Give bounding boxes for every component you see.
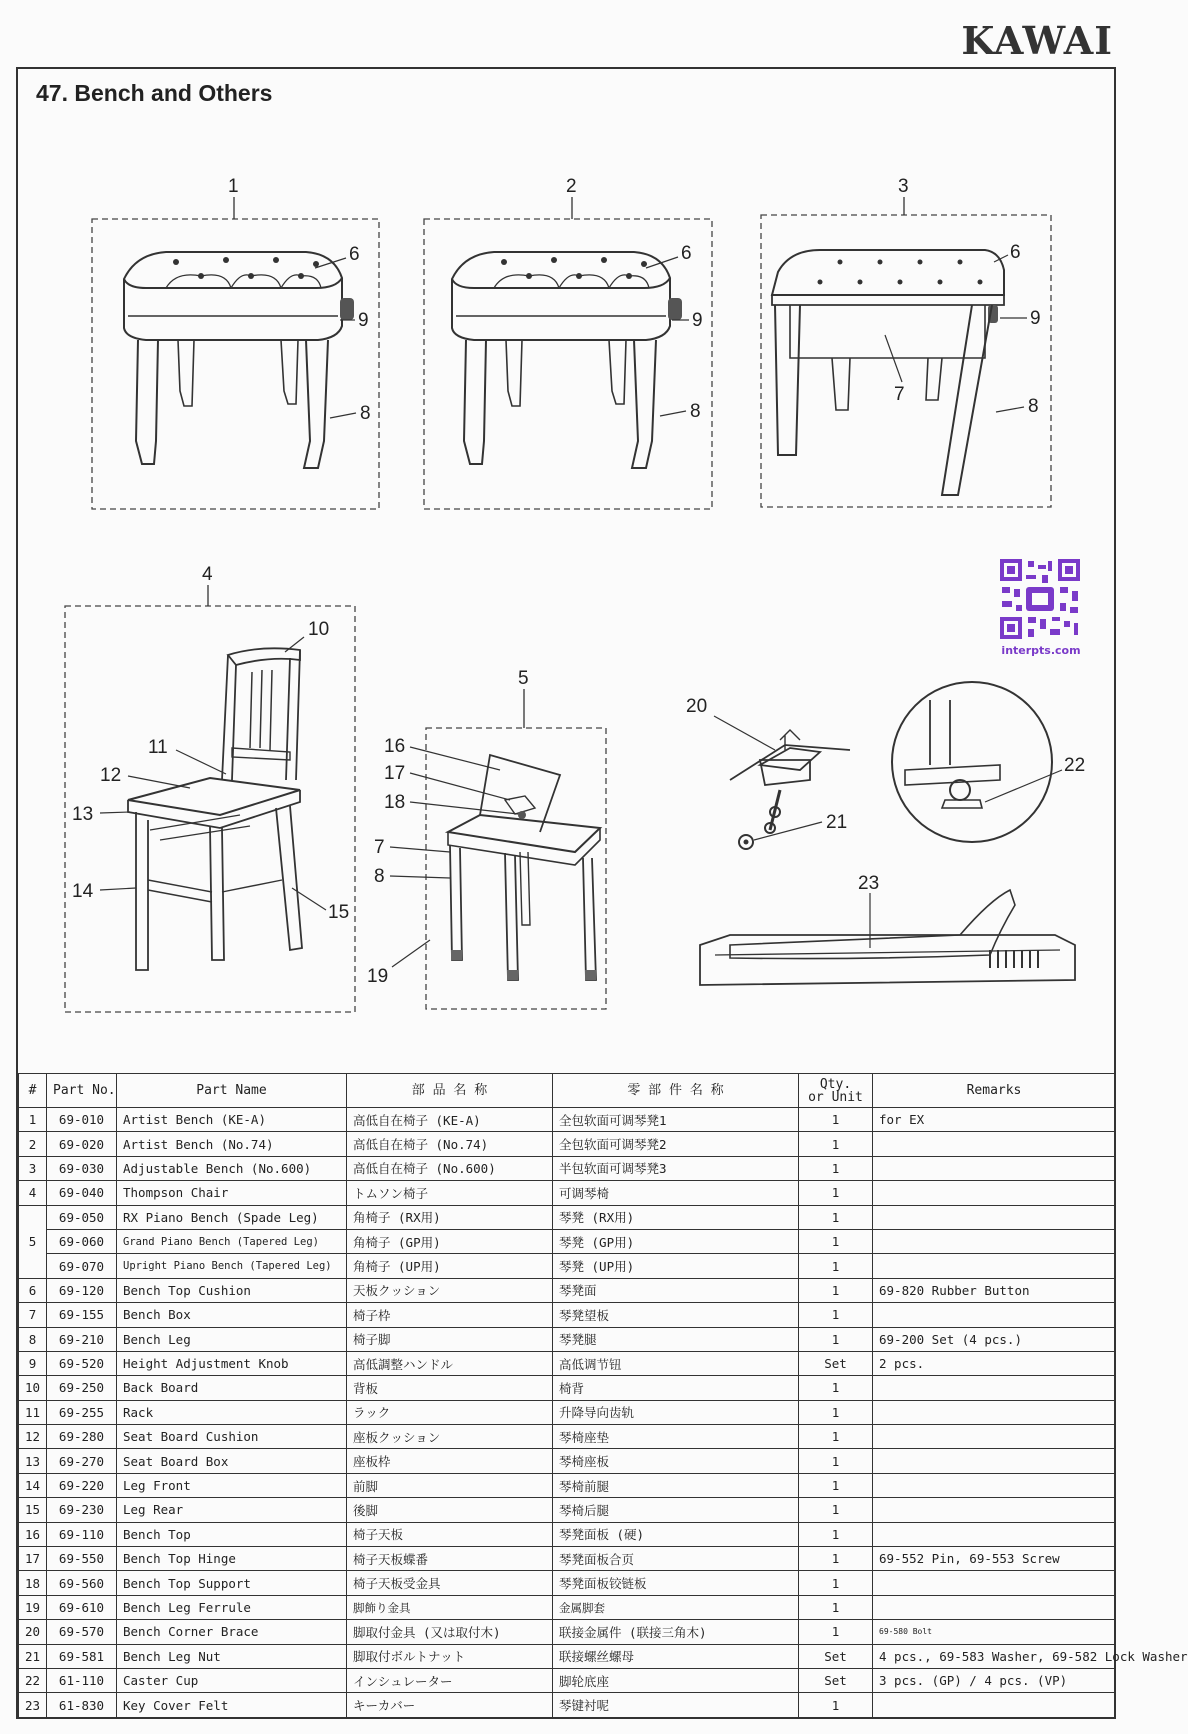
- table-row: [19, 1303, 1116, 1327]
- callout-9c: 9: [1030, 308, 1041, 329]
- row-cn-name: 全包软面可调琴凳2: [553, 1132, 799, 1156]
- row-jp-name: キーカバー: [347, 1693, 553, 1717]
- header-jp-name: 部 品 名 称: [347, 1074, 553, 1108]
- brand-logo: KAWAI: [961, 18, 1113, 63]
- row-cn-name: 椅背: [553, 1376, 799, 1400]
- row-qty: 1: [799, 1303, 873, 1327]
- row-num: 13: [19, 1449, 47, 1473]
- table-row: [19, 1400, 1116, 1424]
- qr-code-icon: [998, 557, 1082, 641]
- callout-17: 17: [384, 763, 406, 784]
- row-remarks: [873, 1254, 1116, 1278]
- table-row: [19, 1425, 1116, 1449]
- callout-1: 1: [228, 176, 239, 197]
- row-jp-name: 椅子脚: [347, 1327, 553, 1351]
- row-remarks: [873, 1156, 1116, 1180]
- row-remarks: 4 pcs., 69-583 Washer, 69-582 Lock Washer: [873, 1644, 1116, 1668]
- table-row: [19, 1644, 1116, 1668]
- section-title: 47. Bench and Others: [36, 80, 273, 106]
- callout-8c: 8: [1028, 396, 1039, 417]
- row-jp-name: トムソン椅子: [347, 1181, 553, 1205]
- callout-18: 18: [384, 792, 406, 813]
- row-jp-name: 角椅子 (RX用): [347, 1205, 553, 1229]
- row-qty: 1: [799, 1449, 873, 1473]
- row-part-name: Bench Leg: [117, 1327, 347, 1351]
- row-qty: Set: [799, 1668, 873, 1692]
- row-jp-name: 脚取付ボルトナット: [347, 1644, 553, 1668]
- row-qty: 1: [799, 1425, 873, 1449]
- table-row: [19, 1449, 1116, 1473]
- table-row: [19, 1376, 1116, 1400]
- callout-22: 22: [1064, 755, 1086, 776]
- row-part-name: Bench Top Hinge: [117, 1547, 347, 1571]
- row-cn-name: 琴凳面: [553, 1278, 799, 1302]
- header-qty-line1: Qty.: [819, 1076, 852, 1092]
- table-row: [19, 1278, 1116, 1302]
- row-qty: Set: [799, 1644, 873, 1668]
- row-part-name: Back Board: [117, 1376, 347, 1400]
- row-part-no: 69-110: [47, 1522, 117, 1546]
- row-qty: 1: [799, 1620, 873, 1644]
- callout-6a: 6: [349, 244, 360, 265]
- callout-6b: 6: [681, 243, 692, 264]
- row-cn-name: 琴凳 (GP用): [553, 1229, 799, 1253]
- row-num: 10: [19, 1376, 47, 1400]
- row-num: 15: [19, 1498, 47, 1522]
- row-part-no: 69-070: [47, 1254, 117, 1278]
- row-num: 11: [19, 1400, 47, 1424]
- row-part-no: 69-570: [47, 1620, 117, 1644]
- row-qty: 1: [799, 1473, 873, 1497]
- callout-9b: 9: [692, 310, 703, 331]
- table-row: [19, 1132, 1116, 1156]
- row-remarks: [873, 1181, 1116, 1205]
- row-part-name: Bench Top Cushion: [117, 1278, 347, 1302]
- callout-15: 15: [328, 902, 350, 923]
- row-qty: 1: [799, 1498, 873, 1522]
- row-jp-name: 椅子天板: [347, 1522, 553, 1546]
- row-num: 19: [19, 1595, 47, 1619]
- table-row: [19, 1229, 1116, 1253]
- row-part-no: 69-255: [47, 1400, 117, 1424]
- callout-13: 13: [72, 804, 94, 825]
- row-num: 22: [19, 1668, 47, 1692]
- row-remarks: [873, 1132, 1116, 1156]
- row-part-no: 69-210: [47, 1327, 117, 1351]
- table-row: [19, 1595, 1116, 1619]
- table-row: [19, 1693, 1116, 1717]
- row-part-no: 69-040: [47, 1181, 117, 1205]
- row-qty: 1: [799, 1254, 873, 1278]
- row-num: 23: [19, 1693, 47, 1717]
- callout-8a: 8: [360, 403, 371, 424]
- row-num: 5: [19, 1205, 47, 1278]
- row-part-no: 69-270: [47, 1449, 117, 1473]
- callout-10: 10: [308, 619, 330, 640]
- callout-8d: 8: [374, 866, 385, 887]
- table-row: [19, 1108, 1116, 1132]
- row-qty: 1: [799, 1327, 873, 1351]
- row-cn-name: 金属脚套: [553, 1595, 799, 1619]
- row-part-name: Bench Leg Ferrule: [117, 1595, 347, 1619]
- row-cn-name: 联接金属件 (联接三角木): [553, 1620, 799, 1644]
- table-row: [19, 1547, 1116, 1571]
- row-part-name: Height Adjustment Knob: [117, 1351, 347, 1375]
- header-cn-name: 零 部 件 名 称: [553, 1074, 799, 1108]
- callout-7b: 7: [374, 837, 385, 858]
- row-part-no: 69-220: [47, 1473, 117, 1497]
- row-remarks: 2 pcs.: [873, 1351, 1116, 1375]
- row-part-name: Caster Cup: [117, 1668, 347, 1692]
- row-part-no: 69-155: [47, 1303, 117, 1327]
- row-jp-name: 脚取付金具 (又は取付木): [347, 1620, 553, 1644]
- table-header-row: [19, 1074, 1116, 1108]
- row-cn-name: 琴凳 (RX用): [553, 1205, 799, 1229]
- watermark-text: interpts.com: [1001, 644, 1081, 657]
- row-part-name: Adjustable Bench (No.600): [117, 1156, 347, 1180]
- row-remarks: for EX: [873, 1108, 1116, 1132]
- row-part-name: Key Cover Felt: [117, 1693, 347, 1717]
- row-part-name: Bench Top Support: [117, 1571, 347, 1595]
- header-remarks: Remarks: [873, 1074, 1116, 1108]
- callout-7a: 7: [894, 384, 905, 405]
- row-qty: Set: [799, 1351, 873, 1375]
- table-row: [19, 1473, 1116, 1497]
- row-qty: 1: [799, 1229, 873, 1253]
- row-num: 6: [19, 1278, 47, 1302]
- row-cn-name: 琴凳 (UP用): [553, 1254, 799, 1278]
- row-jp-name: インシュレーター: [347, 1668, 553, 1692]
- row-cn-name: 联接螺丝螺母: [553, 1644, 799, 1668]
- row-num: 8: [19, 1327, 47, 1351]
- row-part-no: 69-010: [47, 1108, 117, 1132]
- row-num: 16: [19, 1522, 47, 1546]
- row-remarks: [873, 1473, 1116, 1497]
- row-cn-name: 琴凳面板合页: [553, 1547, 799, 1571]
- row-qty: 1: [799, 1400, 873, 1424]
- row-jp-name: 高低自在椅子 (KE-A): [347, 1108, 553, 1132]
- row-num: 4: [19, 1181, 47, 1205]
- row-part-no: 69-280: [47, 1425, 117, 1449]
- row-remarks: [873, 1522, 1116, 1546]
- row-num: 1: [19, 1108, 47, 1132]
- row-remarks: 69-200 Set (4 pcs.): [873, 1327, 1116, 1351]
- callout-12: 12: [100, 765, 122, 786]
- row-part-name: Seat Board Box: [117, 1449, 347, 1473]
- row-jp-name: 椅子枠: [347, 1303, 553, 1327]
- row-num: 3: [19, 1156, 47, 1180]
- header-qty-line2: or Unit: [808, 1089, 863, 1105]
- row-qty: 1: [799, 1547, 873, 1571]
- table-row: [19, 1254, 1116, 1278]
- row-cn-name: 琴凳面板铰链板: [553, 1571, 799, 1595]
- row-part-no: 69-550: [47, 1547, 117, 1571]
- row-jp-name: 座板枠: [347, 1449, 553, 1473]
- callout-2: 2: [566, 176, 577, 197]
- callout-19: 19: [367, 966, 389, 987]
- row-jp-name: 天板クッション: [347, 1278, 553, 1302]
- header-num: #: [19, 1074, 47, 1108]
- row-part-no: 69-560: [47, 1571, 117, 1595]
- header-part-name: Part Name: [117, 1074, 347, 1108]
- row-part-no: 69-050: [47, 1205, 117, 1229]
- row-remarks: [873, 1595, 1116, 1619]
- row-part-name: RX Piano Bench (Spade Leg): [117, 1205, 347, 1229]
- table-row: [19, 1156, 1116, 1180]
- row-jp-name: 高低自在椅子 (No.74): [347, 1132, 553, 1156]
- row-cn-name: 琴椅后腿: [553, 1498, 799, 1522]
- row-cn-name: 琴椅前腿: [553, 1473, 799, 1497]
- row-jp-name: 角椅子 (UP用): [347, 1254, 553, 1278]
- row-remarks: [873, 1425, 1116, 1449]
- row-qty: 1: [799, 1571, 873, 1595]
- parts-table: [18, 1073, 1188, 1718]
- row-part-name: Bench Corner Brace: [117, 1620, 347, 1644]
- row-num: 14: [19, 1473, 47, 1497]
- callout-3: 3: [898, 176, 909, 197]
- row-part-no: 69-060: [47, 1229, 117, 1253]
- row-part-no: 69-230: [47, 1498, 117, 1522]
- row-num: 20: [19, 1620, 47, 1644]
- row-part-no: 69-020: [47, 1132, 117, 1156]
- row-qty: 1: [799, 1278, 873, 1302]
- row-remarks: [873, 1400, 1116, 1424]
- row-cn-name: 全包软面可调琴凳1: [553, 1108, 799, 1132]
- table-row: [19, 1351, 1116, 1375]
- callout-11: 11: [148, 737, 168, 758]
- row-part-no: 69-120: [47, 1278, 117, 1302]
- row-cn-name: 琴键衬呢: [553, 1693, 799, 1717]
- row-part-name: Artist Bench (No.74): [117, 1132, 347, 1156]
- row-remarks: 69-552 Pin, 69-553 Screw: [873, 1547, 1116, 1571]
- row-remarks: 69-820 Rubber Button: [873, 1278, 1116, 1302]
- row-num: 18: [19, 1571, 47, 1595]
- header-part-no: Part No.: [47, 1074, 117, 1108]
- row-cn-name: 琴凳面板 (硬): [553, 1522, 799, 1546]
- table-row: [19, 1327, 1116, 1351]
- row-jp-name: 角椅子 (GP用): [347, 1229, 553, 1253]
- table-row: [19, 1205, 1116, 1229]
- row-cn-name: 升降导向齿轨: [553, 1400, 799, 1424]
- row-remarks: [873, 1376, 1116, 1400]
- row-remarks: [873, 1449, 1116, 1473]
- row-qty: 1: [799, 1376, 873, 1400]
- table-row: [19, 1620, 1116, 1644]
- row-cn-name: 高低调节钮: [553, 1351, 799, 1375]
- callout-20: 20: [686, 696, 708, 717]
- row-num: 17: [19, 1547, 47, 1571]
- row-cn-name: 脚轮底座: [553, 1668, 799, 1692]
- table-row: [19, 1522, 1116, 1546]
- callout-21: 21: [826, 812, 848, 833]
- row-remarks: 3 pcs. (GP) / 4 pcs. (VP): [873, 1668, 1116, 1692]
- row-cn-name: 琴凳腿: [553, 1327, 799, 1351]
- row-remarks: 69-580 Bolt: [873, 1620, 1116, 1644]
- row-part-no: 69-030: [47, 1156, 117, 1180]
- row-part-no: 61-110: [47, 1668, 117, 1692]
- row-jp-name: ラック: [347, 1400, 553, 1424]
- row-jp-name: 脚飾り金具: [347, 1595, 553, 1619]
- row-part-name: Leg Front: [117, 1473, 347, 1497]
- row-part-name: Seat Board Cushion: [117, 1425, 347, 1449]
- row-part-no: 61-830: [47, 1693, 117, 1717]
- row-jp-name: 高低自在椅子 (No.600): [347, 1156, 553, 1180]
- callout-16: 16: [384, 736, 406, 757]
- callout-8b: 8: [690, 401, 701, 422]
- row-jp-name: 椅子天板蝶番: [347, 1547, 553, 1571]
- row-cn-name: 可调琴椅: [553, 1181, 799, 1205]
- row-qty: 1: [799, 1108, 873, 1132]
- row-part-name: Artist Bench (KE-A): [117, 1108, 347, 1132]
- row-remarks: [873, 1693, 1116, 1717]
- row-jp-name: 背板: [347, 1376, 553, 1400]
- table-row: [19, 1498, 1116, 1522]
- row-remarks: [873, 1571, 1116, 1595]
- row-num: 21: [19, 1644, 47, 1668]
- row-part-no: 69-610: [47, 1595, 117, 1619]
- header-qty: [799, 1074, 873, 1108]
- callout-9a: 9: [358, 310, 369, 331]
- row-part-name: Upright Piano Bench (Tapered Leg): [117, 1254, 347, 1278]
- row-jp-name: 高低調整ハンドル: [347, 1351, 553, 1375]
- callout-5: 5: [518, 668, 529, 689]
- row-part-no: 69-250: [47, 1376, 117, 1400]
- callout-6c: 6: [1010, 242, 1021, 263]
- row-remarks: [873, 1303, 1116, 1327]
- table-row: [19, 1571, 1116, 1595]
- row-cn-name: 琴凳望板: [553, 1303, 799, 1327]
- row-jp-name: 座板クッション: [347, 1425, 553, 1449]
- row-num: 12: [19, 1425, 47, 1449]
- row-jp-name: 前脚: [347, 1473, 553, 1497]
- row-qty: 1: [799, 1522, 873, 1546]
- row-part-name: Bench Leg Nut: [117, 1644, 347, 1668]
- row-remarks: [873, 1229, 1116, 1253]
- callout-4: 4: [202, 564, 213, 585]
- row-part-name: Bench Top: [117, 1522, 347, 1546]
- row-part-name: Rack: [117, 1400, 347, 1424]
- row-qty: 1: [799, 1181, 873, 1205]
- row-cn-name: 琴椅座垫: [553, 1425, 799, 1449]
- row-jp-name: 後脚: [347, 1498, 553, 1522]
- row-part-name: Bench Box: [117, 1303, 347, 1327]
- row-remarks: [873, 1205, 1116, 1229]
- table-row: [19, 1668, 1116, 1692]
- callout-14: 14: [72, 881, 94, 902]
- row-qty: 1: [799, 1595, 873, 1619]
- row-part-name: Leg Rear: [117, 1498, 347, 1522]
- row-part-no: 69-581: [47, 1644, 117, 1668]
- row-part-name: Grand Piano Bench (Tapered Leg): [117, 1229, 347, 1253]
- row-qty: 1: [799, 1132, 873, 1156]
- row-part-name: Thompson Chair: [117, 1181, 347, 1205]
- callout-23: 23: [858, 873, 880, 894]
- table-row: [19, 1181, 1116, 1205]
- row-jp-name: 椅子天板受金具: [347, 1571, 553, 1595]
- row-num: 2: [19, 1132, 47, 1156]
- row-qty: 1: [799, 1205, 873, 1229]
- row-num: 9: [19, 1351, 47, 1375]
- row-qty: 1: [799, 1693, 873, 1717]
- row-cn-name: 琴椅座板: [553, 1449, 799, 1473]
- row-num: 7: [19, 1303, 47, 1327]
- row-part-no: 69-520: [47, 1351, 117, 1375]
- row-cn-name: 半包软面可调琴凳3: [553, 1156, 799, 1180]
- row-remarks: [873, 1498, 1116, 1522]
- row-qty: 1: [799, 1156, 873, 1180]
